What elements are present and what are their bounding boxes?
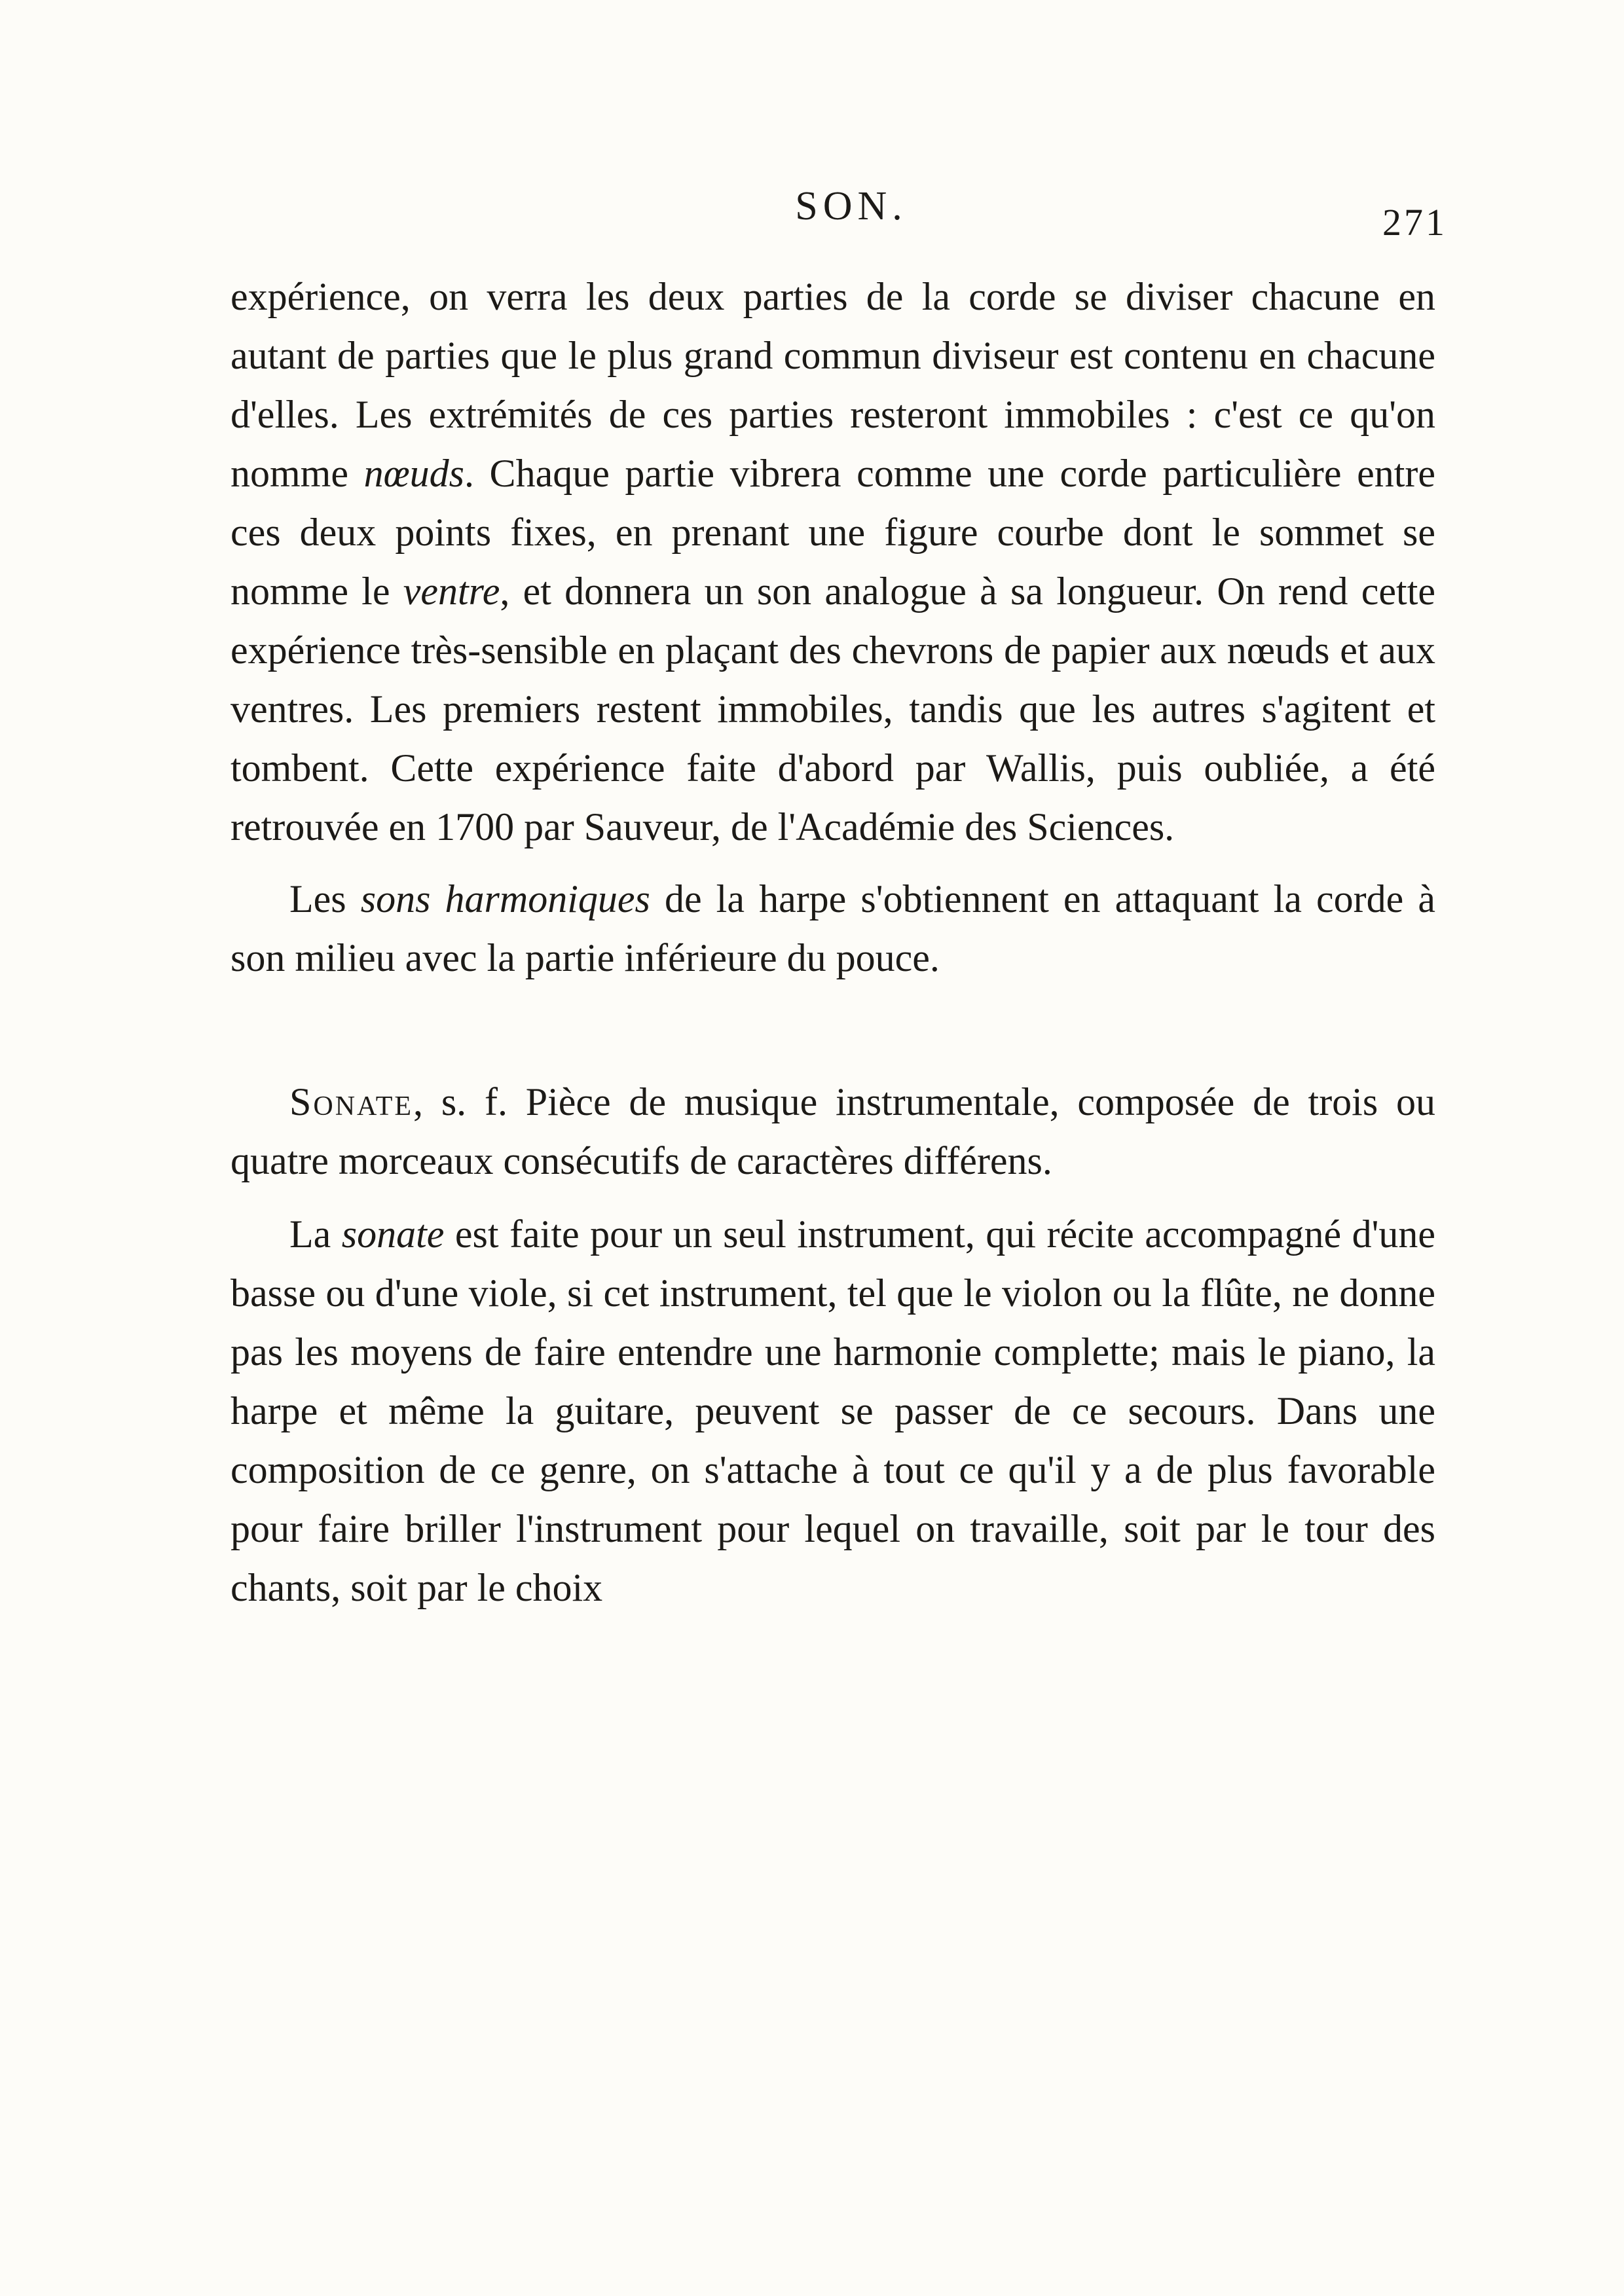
paragraph-text: expérience, on verra les deux parties de la corde se diviser chacune en autant de parties que le plus grand commun diviseur est contenu en chacune d'elles. Les extrémités de ces parties resteront immobiles : c'est ce qu'on nomme: [231, 275, 1435, 495]
paragraph-text: Les: [289, 877, 361, 920]
body-text: [231, 267, 1435, 1617]
paragraph-sonate-description: [231, 1205, 1435, 1617]
paragraph-text: de la harpe s'obtiennent en attaquant la corde à son milieu avec la partie inférieure du pouce.: [231, 877, 1436, 979]
headword-sonate: Sonate: [289, 1080, 414, 1123]
page-number: 271: [1382, 201, 1447, 244]
running-title: SON.: [795, 184, 908, 228]
italic-term-noeuds: nœuds: [363, 452, 464, 495]
italic-term-sonate: sonate: [341, 1212, 445, 1256]
paragraph-text: . Chaque partie vibrera comme une corde particulière entre ces deux points fixes, en prenant une figure courbe dont le sommet se nomme le: [231, 452, 1435, 613]
paragraph-text: , s. f. Pièce de musique instrumentale, composée de trois ou quatre morceaux consécutifs de caractères différens.: [231, 1080, 1435, 1182]
paragraph-sons-harmoniques: [231, 869, 1435, 987]
paragraph-spacer: [231, 856, 1435, 869]
entry-sonate-definition: [231, 1072, 1435, 1190]
paragraph-text: est faite pour un seul instrument, qui récite accompagné d'une basse ou d'une viole, si cet instrument, tel que le violon ou la flûte, ne donne pas les moyens de faire entendre une harmonie complette; mais le piano, la harpe et même la guitare, peuvent se passer de ce secours. Dans une composition de ce genre, on s'attache à tout ce qu'il y a de plus favorable pour faire briller l'instrument pour lequel on travaille, soit par le tour des chants, soit par le choix: [231, 1212, 1436, 1609]
paragraph-son-experience: [231, 267, 1435, 856]
paragraph-spacer: [231, 1190, 1435, 1205]
paragraph-text: La: [289, 1212, 342, 1256]
entry-spacer: [231, 987, 1435, 1072]
italic-term-ventre: ventre: [403, 570, 500, 613]
italic-term-sons-harmoniques: sons harmoniques: [360, 877, 650, 920]
paragraph-text: , et donnera un son analogue à sa longueur. On rend cette expérience très-sensible en plaçant des chevrons de papier aux nœuds et aux ventres. Les premiers restent immobiles, tandis que les autres s'agitent et tombent. Cette expérience faite d'abord par Wallis, puis oubliée, a été retrouvée en 1700 par Sauveur, de l'Académie des Sciences.: [231, 570, 1435, 848]
